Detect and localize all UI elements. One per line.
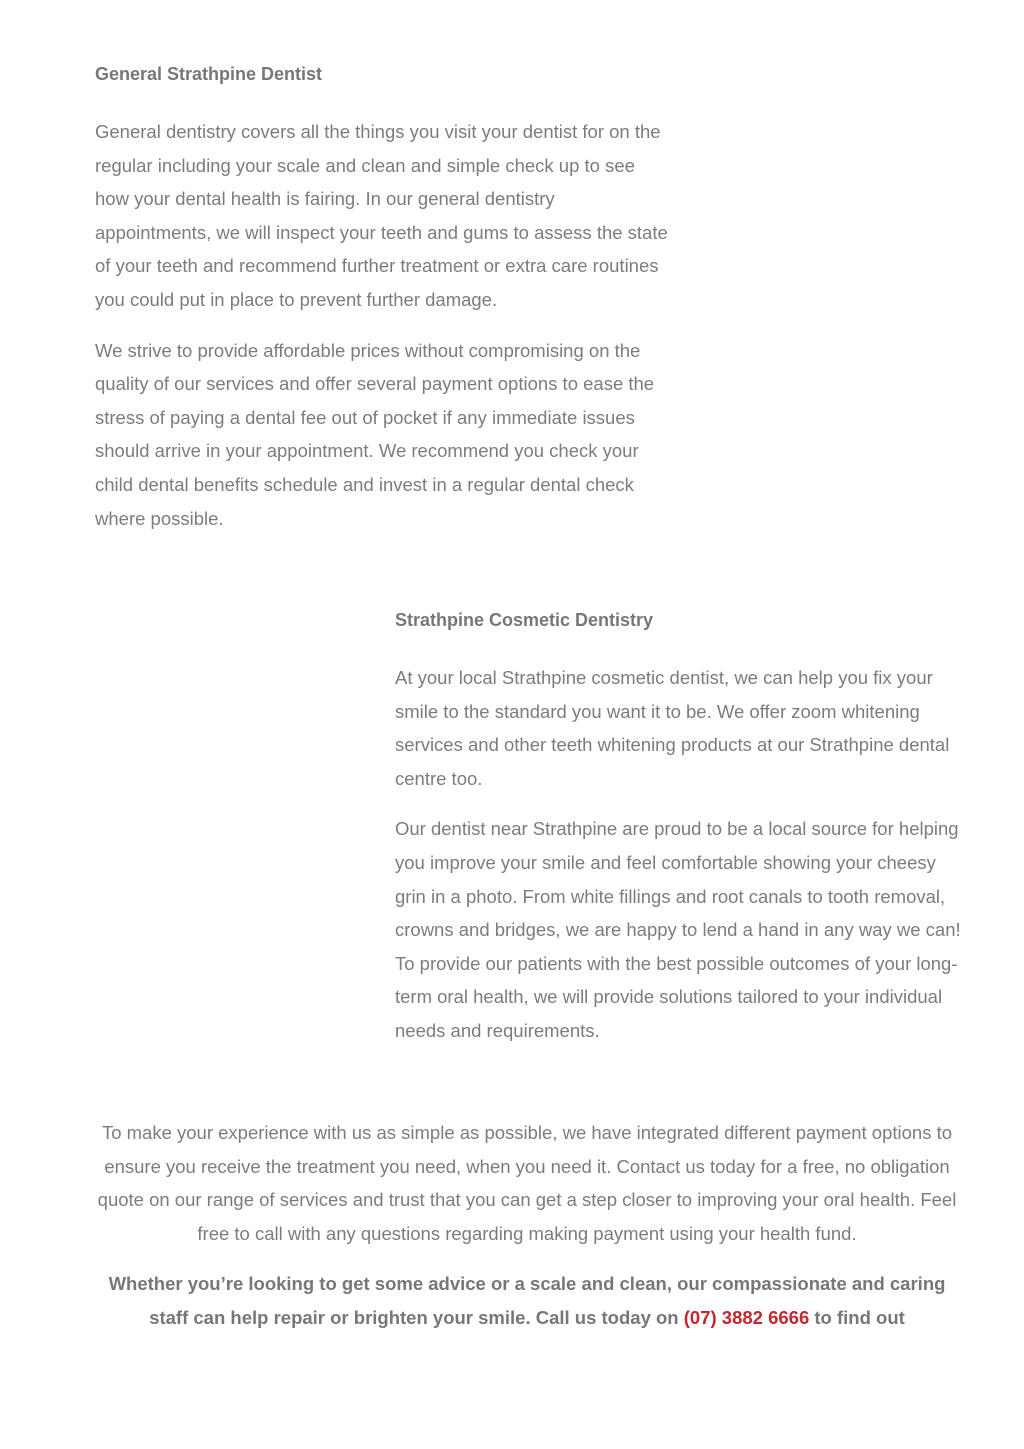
general-dentist-section — [95, 63, 670, 535]
cosmetic-dentistry-section — [395, 609, 970, 1048]
general-dentist-paragraph-1: General dentistry covers all the things you visit your dentist for on the regular including your scale and clean and simple check up to see how your dental health is fairing. In our general dentistry appointments, we will inspect your teeth and gums to assess the state of your teeth and recommend further treatment or extra care routines you could put in place to prevent further damage. — [95, 121, 668, 310]
payment-options-paragraph: To make your experience with us as simple as possible, we have integrated different payment options to ensure you receive the treatment you need, when you need it. Contact us today for a free, no obligation quote on our range of services and trust that you can get a step closer to improving your oral health. Feel free to call with any questions regarding making payment using your health fund. — [97, 1122, 957, 1244]
phone-number-link[interactable]: (07) 3882 6666 — [683, 1306, 810, 1328]
cta-text-end: to find out — [809, 1306, 905, 1328]
closing-section — [95, 1116, 959, 1335]
cosmetic-dentistry-paragraph-2: Our dentist near Strathpine are proud to be a local source for helping you improve your smile and feel comfortable showing your cheesy grin in a photo. From white fillings and root canals to tooth removal, crowns and bridges, we are happy to lend a hand in any way we can! To provide our patients with the best possible outcomes of your long-term oral health, we will provide solutions tailored to your individual needs and requirements. — [395, 818, 961, 1041]
cosmetic-dentistry-heading: Strathpine Cosmetic Dentistry — [395, 610, 654, 630]
cosmetic-dentistry-paragraph-1: At your local Strathpine cosmetic dentist, we can help you fix your smile to the standard you want it to be. We offer zoom whitening services and other teeth whitening products at our Strathpine dental centre too. — [395, 667, 950, 789]
general-dentist-heading: General Strathpine Dentist — [95, 64, 323, 84]
call-to-action — [95, 1267, 959, 1334]
general-dentist-paragraph-2: We strive to provide affordable prices without compromising on the quality of our services and offer several payment options to ease the stress of paying a dental fee out of pocket if any immediate issues should arrive in your appointment. We recommend you check your child dental benefits schedule and invest in a regular dental check where possible. — [95, 339, 655, 529]
cta-text: Whether you’re looking to get some advice or a scale and clean, our compassionate and caring staff can help repair or brighten your smile. Call us today on — [108, 1273, 946, 1328]
